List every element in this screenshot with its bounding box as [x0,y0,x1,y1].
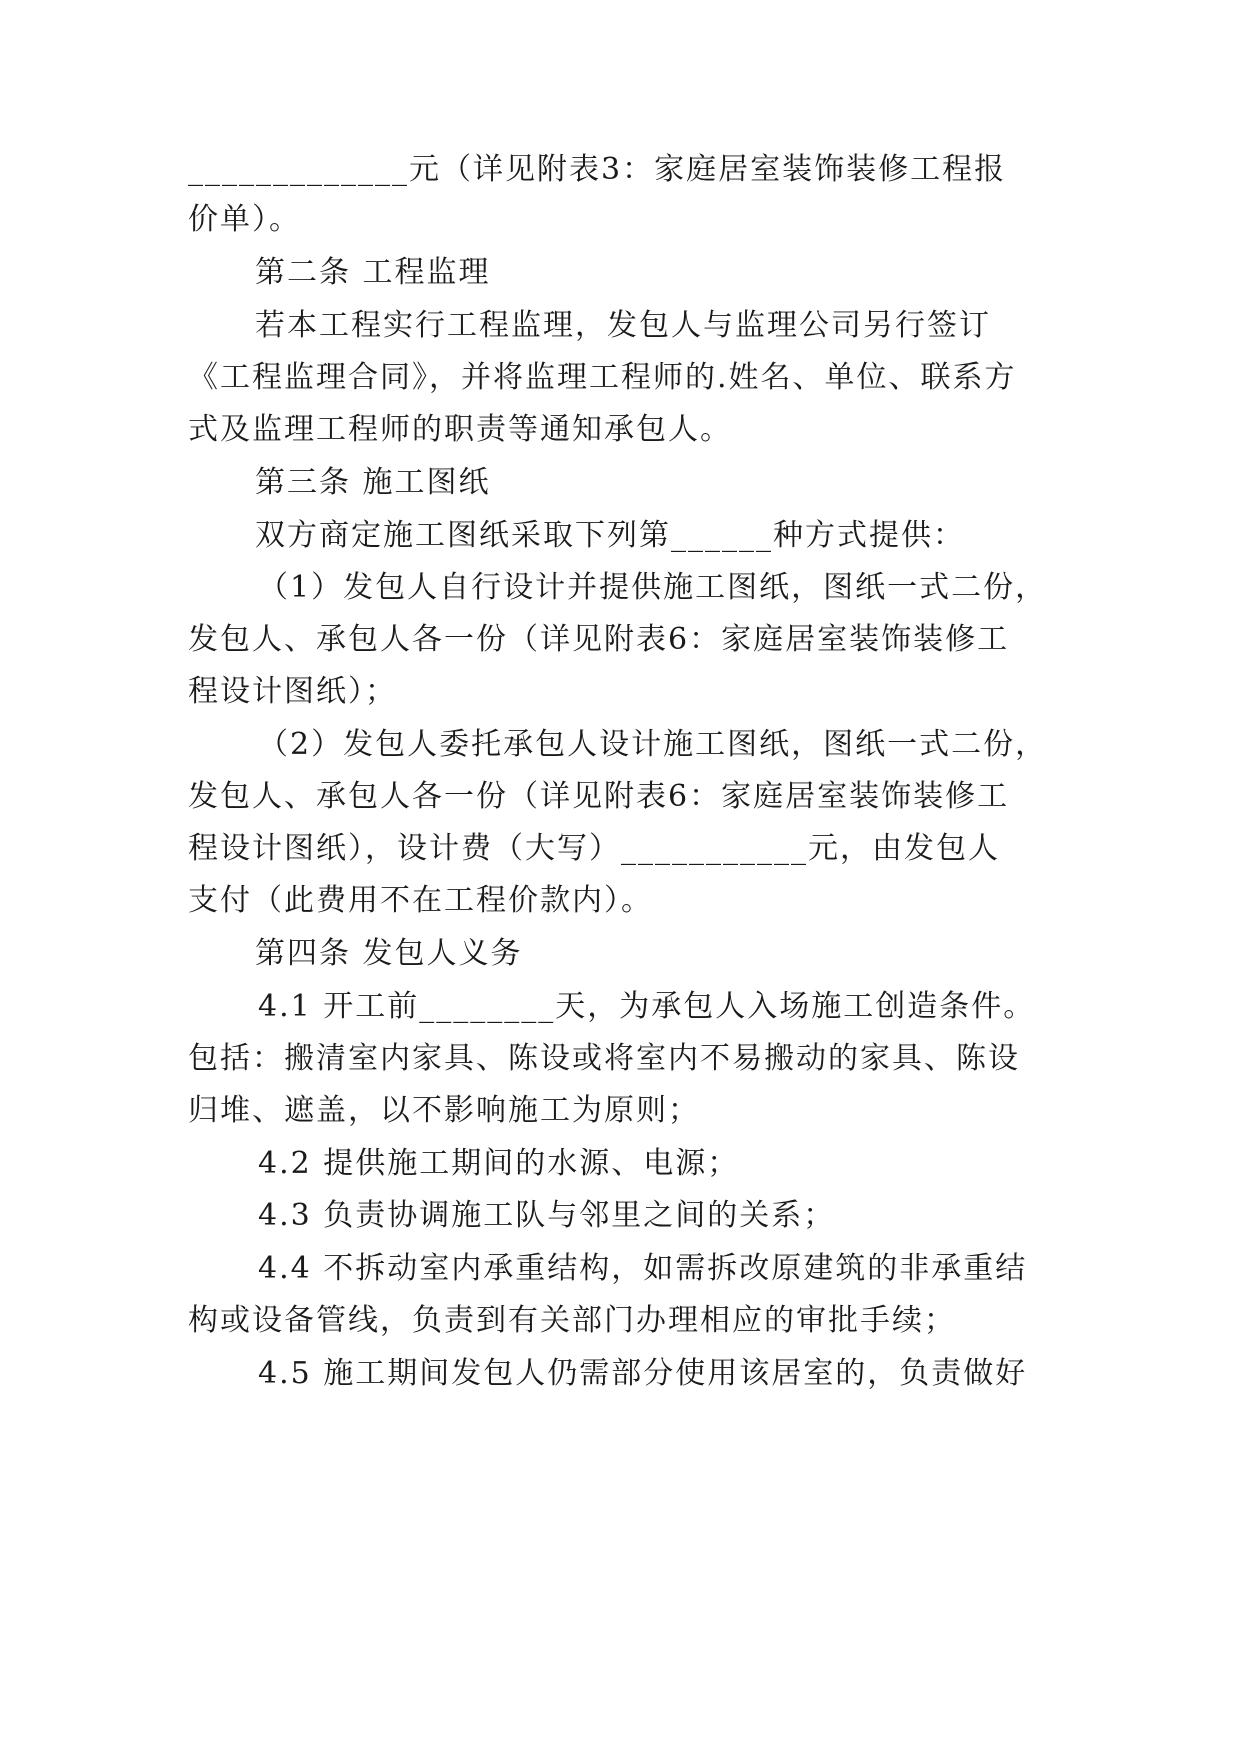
text-line: 价单）。 [188,202,301,237]
text-line: 4.3 负责协调施工队与邻里之间的关系； [258,1198,836,1233]
text-line: 构或设备管线，负责到有关部门办理相应的审批手续； [188,1303,956,1338]
text-line: 式及监理工程师的职责等通知承包人。 [188,412,732,447]
section-heading: 第二条 工程监理 [255,255,491,290]
text-line: 程设计图纸）； [188,674,397,709]
text-line: 归堆、遮盖，以不影响施工为原则； [188,1093,700,1128]
text-line: 支付（此费用不在工程价款内）。 [188,883,653,918]
text-line: 双方商定施工图纸采取下列第______种方式提供： [255,518,965,553]
text-line: 发包人、承包人各一份（详见附表6：家庭居室装饰装修工 [188,622,1010,657]
text-line: 程设计图纸），设计费（大写）___________元，由发包人 [188,831,1000,866]
text-line: 发包人、承包人各一份（详见附表6：家庭居室装饰装修工 [188,779,1010,814]
text-line: （1）发包人自行设计并提供施工图纸，图纸一式二份， [258,570,1048,605]
text-line: 4.1 开工前________天，为承包人入场施工创造条件。 [258,989,1036,1024]
section-heading: 第三条 施工图纸 [255,465,491,500]
text-line: 《工程监理合同》，并将监理工程师的.姓名、单位、联系方 [188,360,1017,395]
section-heading: 第四条 发包人义务 [255,936,523,971]
text-line: （2）发包人委托承包人设计施工图纸，图纸一式二份， [258,727,1048,762]
text-line: 4.5 施工期间发包人仍需部分使用该居室的，负责做好 [258,1356,1028,1391]
text-line: 若本工程实行工程监理，发包人与监理公司另行签订 [255,308,991,343]
text-line: 4.4 不拆动室内承重结构，如需拆改原建筑的非承重结 [258,1251,1028,1286]
text-line: 包括：搬清室内家具、陈设或将室内不易搬动的家具、陈设 [188,1041,1020,1076]
text-line: 4.2 提供施工期间的水源、电源； [258,1146,740,1181]
text-line: _____________元（详见附表3：家庭居室装饰装修工程报 [188,152,1007,187]
